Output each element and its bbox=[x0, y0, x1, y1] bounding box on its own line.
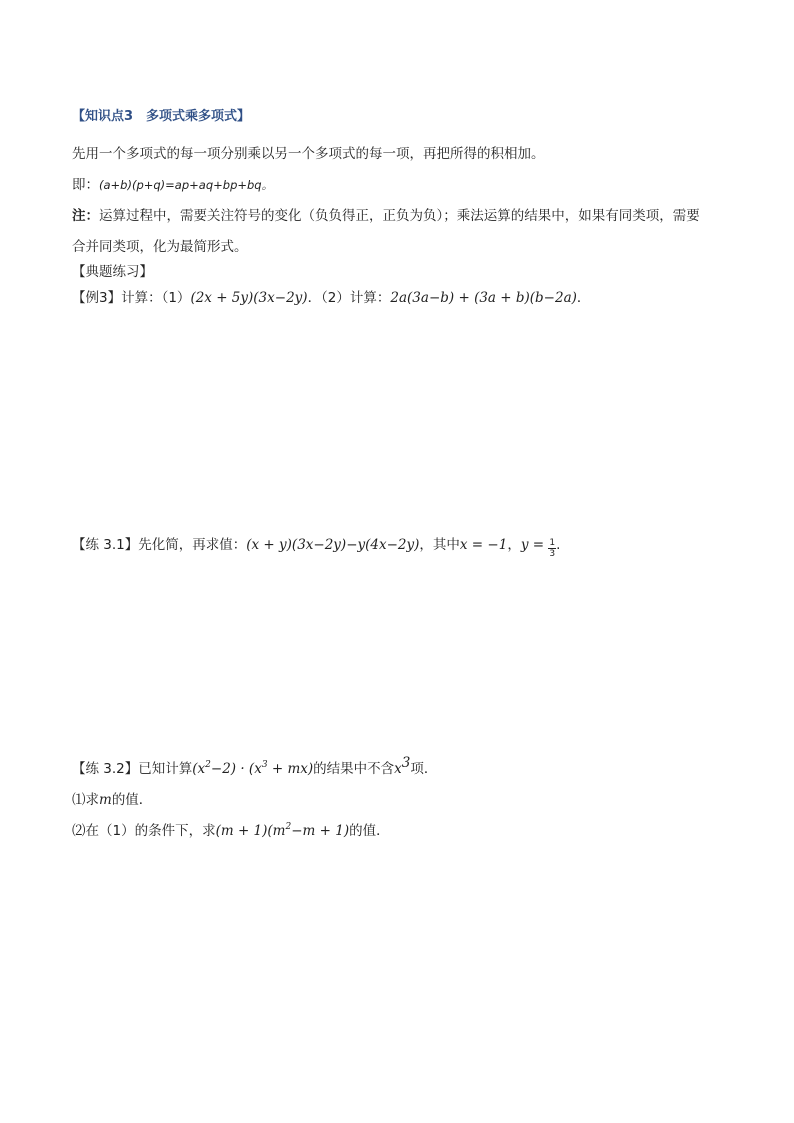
example-3-label: 【例3】 bbox=[72, 290, 122, 306]
example-3-expr-2: 2a(3a−b) + (3a + b)(b−2a) bbox=[390, 290, 577, 306]
exercise-3-1-y-prefix: y = bbox=[520, 537, 549, 553]
exercise-3-2 bbox=[72, 755, 438, 778]
expr-part-a: (x bbox=[192, 761, 206, 777]
q1-suffix: 的值． bbox=[111, 792, 153, 808]
expr-exp-b: 3 bbox=[261, 760, 268, 770]
expr-part-b: −2) · (x bbox=[210, 761, 262, 777]
exercise-3-2-q2 bbox=[72, 822, 390, 840]
example-3-expr-1: (2x + 5y)(3x−2y) bbox=[190, 290, 308, 306]
expr-part-c: + mx) bbox=[267, 761, 314, 777]
formula-prefix: 即： bbox=[72, 177, 99, 193]
exercise-3-1-expr: (x + y)(3x−2y)−y(4x−2y) bbox=[246, 537, 420, 553]
exercise-3-2-q1 bbox=[72, 791, 152, 809]
expr-exp-a: 2 bbox=[205, 760, 211, 770]
example-3 bbox=[72, 289, 590, 307]
exercise-3-1-x-cond: x = −1 bbox=[459, 537, 508, 553]
practice-heading: 【典题练习】 bbox=[72, 264, 153, 280]
q2-prefix: ⑵在（1）的条件下，求 bbox=[72, 823, 216, 839]
note-text-1: 运算过程中，需要关注符号的变化（负负得正，正负为负）；乘法运算的结果中，如果有同类项，需要 bbox=[99, 208, 700, 224]
fraction-denominator: 3 bbox=[549, 549, 556, 559]
q2-expr-exp: 2 bbox=[285, 822, 292, 832]
exercise-3-2-label: 【练 3.2】 bbox=[72, 761, 139, 777]
exercise-3-1-text: 先化简，再求值： bbox=[138, 537, 247, 553]
exercise-3-2-text-3: 项． bbox=[410, 761, 438, 777]
note-line-2: 合并同类项，化为最简形式。 bbox=[72, 239, 248, 255]
exercise-3-1-end: . bbox=[556, 537, 561, 553]
exercise-3-2-term-exp: 3 bbox=[401, 755, 411, 771]
exercise-3-1-cond-prefix: ，其中 bbox=[419, 537, 460, 553]
exercise-3-1-comma: ， bbox=[507, 537, 521, 553]
note-line-1 bbox=[72, 207, 700, 225]
fraction-numerator: 1 bbox=[549, 538, 556, 548]
formula: (a+b)(p+q)=ap+aq+bp+bq。 bbox=[99, 178, 274, 192]
exercise-3-1-fraction bbox=[548, 538, 556, 559]
q1-var: m bbox=[99, 792, 112, 808]
example-3-sep: ．（2）计算： bbox=[307, 290, 391, 306]
note-label: 注： bbox=[72, 208, 99, 224]
exercise-3-1 bbox=[72, 536, 560, 559]
q1-prefix: ⑴求 bbox=[72, 792, 99, 808]
exercise-3-2-text: 已知计算 bbox=[138, 761, 193, 777]
example-3-end: ． bbox=[576, 290, 591, 306]
rule-text: 先用一个多项式的每一项分别乘以另一个多项式的每一项，再把所得的积相加。 bbox=[72, 146, 545, 162]
q2-suffix: 的值． bbox=[349, 823, 390, 839]
example-3-prefix: 计算：（1） bbox=[121, 290, 191, 306]
exercise-3-1-label: 【练 3.1】 bbox=[72, 537, 139, 553]
formula-line bbox=[72, 176, 273, 194]
exercise-3-2-term: x bbox=[394, 761, 402, 777]
section-title: 【知识点3 多项式乘多项式】 bbox=[72, 109, 251, 124]
q2-expr bbox=[216, 823, 350, 839]
q2-expr-part-a: (m + 1)(m bbox=[215, 823, 286, 839]
q2-expr-part-b: −m + 1) bbox=[291, 823, 350, 839]
exercise-3-2-text-2: 的结果中不含 bbox=[313, 761, 395, 777]
exercise-3-2-expr bbox=[192, 761, 313, 777]
